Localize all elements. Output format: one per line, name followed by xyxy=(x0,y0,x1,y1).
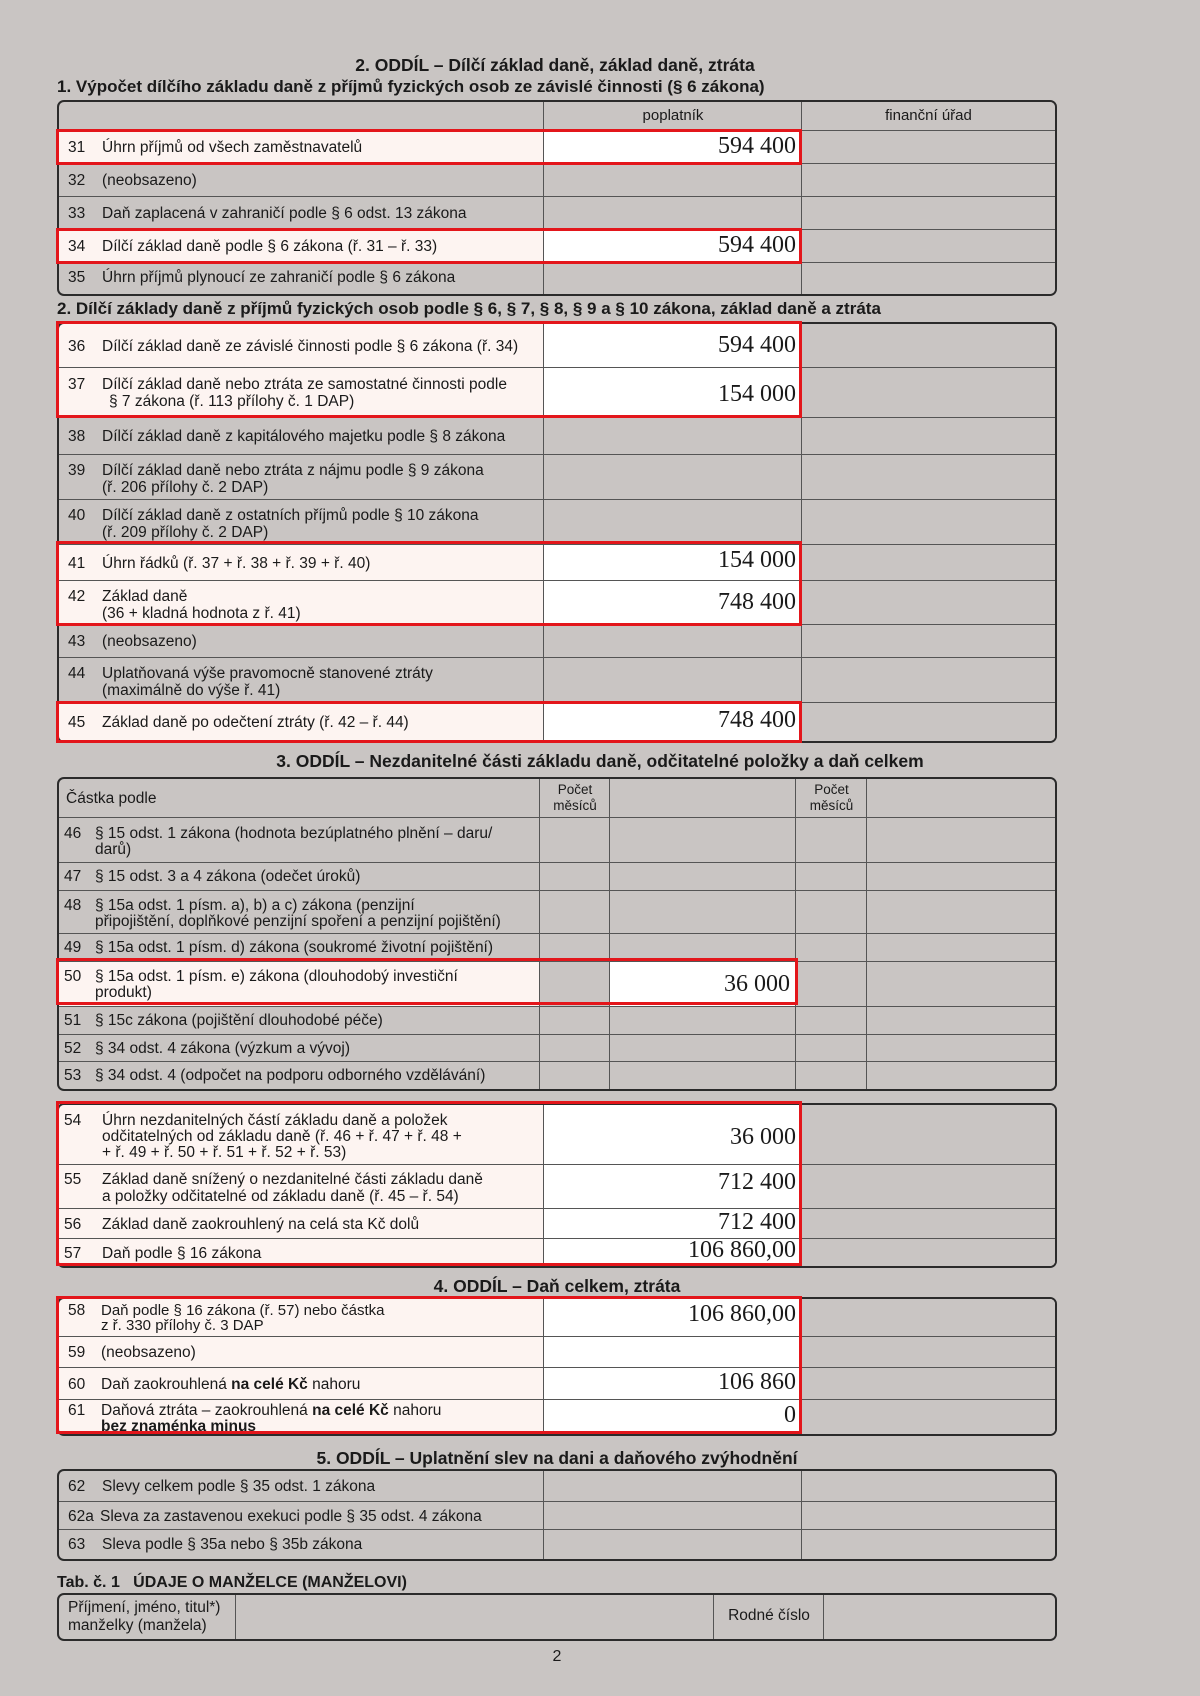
input-55[interactable]: 712 400 xyxy=(543,1165,802,1209)
table-2 xyxy=(57,322,1057,743)
row-62a: 62a Sleva za zastavenou exekuci podle § 35 odst. 4 zákona xyxy=(59,1501,1055,1530)
table-3 xyxy=(57,777,1057,1091)
birth-number-input[interactable] xyxy=(823,1595,1055,1639)
input-48[interactable] xyxy=(609,891,796,934)
input-37[interactable]: 154 000 xyxy=(543,368,802,418)
row-34: 34 Dílčí základ daně podle § 6 zákona (ř. 31 – ř. 33) 594 400 xyxy=(59,229,1055,263)
input-31[interactable]: 594 400 xyxy=(543,131,802,164)
input-39[interactable] xyxy=(543,455,802,500)
input-34[interactable]: 594 400 xyxy=(543,230,802,263)
input-62[interactable] xyxy=(543,1471,802,1501)
row-40: 40 Dílčí základ daně z ostatních příjmů podle § 10 zákona (ř. 209 přílohy č. 2 DAP) xyxy=(59,499,1055,545)
section-2-title: 2. ODDÍL – Dílčí základ daně, základ daně, ztráta xyxy=(355,55,755,75)
row-52: 52 § 34 odst. 4 zákona (výzkum a vývoj) xyxy=(59,1034,1055,1062)
input-42[interactable]: 748 400 xyxy=(543,581,802,625)
hdr-amount: Částka podle xyxy=(66,790,157,807)
input-38[interactable] xyxy=(543,418,802,455)
input-46[interactable] xyxy=(609,818,796,863)
input-54[interactable]: 36 000 xyxy=(543,1105,802,1164)
spouse-name-input[interactable] xyxy=(235,1595,714,1639)
row-32: 32 (neobsazeno) xyxy=(59,163,1055,197)
row-41: 41 Úhrn řádků (ř. 37 + ř. 38 + ř. 39 + ř. 40) 154 000 xyxy=(59,544,1055,581)
input-43[interactable] xyxy=(543,625,802,658)
row-58: 58 Daň podle § 16 zákona (ř. 57) nebo částka z ř. 330 přílohy č. 3 DAP 106 860,00 xyxy=(59,1299,1055,1336)
input-45[interactable]: 748 400 xyxy=(543,703,802,742)
input-61[interactable]: 0 xyxy=(543,1400,802,1435)
row-48: 48 § 15a odst. 1 písm. a), b) a c) zákona (penzijní připojištění, doplňkové penzijní spoření a penzijní pojištění) xyxy=(59,890,1055,934)
row-37: 37 Dílčí základ daně nebo ztráta ze samostatné činnosti podle § 7 zákona (ř. 113 přílohy č. 1 DAP) 154 000 xyxy=(59,367,1055,418)
row-54: 54 Úhrn nezdanitelných částí základu daně a položek odčitatelných od základu daně (ř. 46 + ř. 47 + ř. 48 + + ř. 49 + ř. 50 + ř. 51 + ř. 52 + ř. 53) 36 000 xyxy=(59,1105,1055,1164)
input-50[interactable]: 36 000 xyxy=(609,962,796,1007)
table-5 xyxy=(57,1469,1057,1561)
input-47[interactable] xyxy=(609,863,796,891)
input-49[interactable] xyxy=(609,934,796,962)
input-52[interactable] xyxy=(609,1035,796,1062)
row-59: 59 (neobsazeno) xyxy=(59,1336,1055,1368)
row-56: 56 Základ daně zaokrouhlený na celá sta Kč dolů 712 400 xyxy=(59,1208,1055,1239)
row-62: 62 Slevy celkem podle § 35 odst. 1 zákona xyxy=(59,1471,1055,1501)
row-63: 63 Sleva podle § 35a nebo § 35b zákona xyxy=(59,1529,1055,1560)
input-62a[interactable] xyxy=(543,1502,802,1530)
spouse-name-label: Příjmení, jméno, titul*) xyxy=(68,1599,221,1616)
input-59[interactable] xyxy=(543,1337,802,1368)
col-taxpayer: poplatník xyxy=(642,107,704,124)
row-42: 42 Základ daně (36 + kladná hodnota z ř. 41) 748 400 xyxy=(59,580,1055,625)
row-45: 45 Základ daně po odečtení ztráty (ř. 42 – ř. 44) 748 400 xyxy=(59,702,1055,742)
birth-number-label: Rodné číslo xyxy=(728,1607,810,1624)
col-office: finanční úřad xyxy=(885,107,972,124)
table-spouse: Příjmení, jméno, titul*) manželky (manžela) Rodné číslo xyxy=(57,1593,1057,1641)
input-36[interactable]: 594 400 xyxy=(543,324,802,367)
row-33: 33 Daň zaplacená v zahraničí podle § 6 odst. 13 zákona xyxy=(59,196,1055,230)
table-3-header: Částka podle Počet měsíců Počet měsíců xyxy=(59,779,1055,817)
row-38: 38 Dílčí základ daně z kapitálového majetku podle § 8 zákona xyxy=(59,417,1055,455)
page-number: 2 xyxy=(552,1648,562,1665)
row-61: 61 Daňová ztráta – zaokrouhlená na celé Kč nahoru bez znaménka minus 0 xyxy=(59,1399,1055,1435)
row-51: 51 § 15c zákona (pojištění dlouhodobé péče) xyxy=(59,1006,1055,1035)
input-41[interactable]: 154 000 xyxy=(543,545,802,581)
section-5-title: 5. ODDÍL – Uplatnění slev na dani a daňového zvýhodnění xyxy=(316,1448,798,1468)
tab-1-title: Tab. č. 1 ÚDAJE O MANŽELCE (MANŽELOVI) xyxy=(57,1574,407,1591)
input-57[interactable]: 106 860,00 xyxy=(543,1239,802,1267)
input-51[interactable] xyxy=(609,1007,796,1035)
input-35[interactable] xyxy=(543,263,802,295)
row-49: 49 § 15a odst. 1 písm. d) zákona (soukromé životní pojištění) xyxy=(59,933,1055,962)
subsection-1-title: 1. Výpočet dílčího základu daně z příjmů fyzických osob ze závislé činnosti (§ 6 zákona) xyxy=(57,77,765,96)
input-60[interactable]: 106 860 xyxy=(543,1368,802,1400)
section-4-title: 4. ODDÍL – Daň celkem, ztráta xyxy=(433,1276,681,1296)
row-46: 46 § 15 odst. 1 zákona (hodnota bezúplatného plnění – daru/ darů) xyxy=(59,817,1055,863)
row-53: 53 § 34 odst. 4 (odpočet na podporu odborného vzdělávání) xyxy=(59,1061,1055,1090)
row-57: 57 Daň podle § 16 zákona 106 860,00 xyxy=(59,1238,1055,1267)
input-33[interactable] xyxy=(543,197,802,230)
subsection-2-title: 2. Dílčí základy daně z příjmů fyzických osob podle § 6, § 7, § 8, § 9 a § 10 zákona, základ daně a ztráta xyxy=(57,299,881,318)
row-44: 44 Uplatňovaná výše pravomocně stanovené ztráty (maximálně do výše ř. 41) xyxy=(59,657,1055,703)
row-39: 39 Dílčí základ daně nebo ztráta z nájmu podle § 9 zákona (ř. 206 přílohy č. 2 DAP) xyxy=(59,454,1055,500)
row-35: 35 Úhrn příjmů plynoucí ze zahraničí podle § 6 zákona xyxy=(59,262,1055,295)
row-55: 55 Základ daně snížený o nezdanitelné části základu daně a položky odčitatelné od základu daně (ř. 45 – ř. 54) 712 400 xyxy=(59,1164,1055,1209)
row-31: 31 Úhrn příjmů od všech zaměstnavatelů 594 400 xyxy=(59,130,1055,164)
row-47: 47 § 15 odst. 3 a 4 zákona (odečet úroků) xyxy=(59,862,1055,891)
table-1 xyxy=(57,100,1057,296)
input-63[interactable] xyxy=(543,1530,802,1560)
input-40[interactable] xyxy=(543,500,802,545)
table-4 xyxy=(57,1297,1057,1436)
row-50: 50 § 15a odst. 1 písm. e) zákona (dlouhodobý investiční produkt) 36 000 xyxy=(59,961,1055,1007)
table-3b xyxy=(57,1103,1057,1268)
input-58[interactable]: 106 860,00 xyxy=(543,1299,802,1336)
input-53[interactable] xyxy=(609,1062,796,1090)
row-43: 43 (neobsazeno) xyxy=(59,624,1055,658)
row-60: 60 Daň zaokrouhlená na celé Kč nahoru 106 860 xyxy=(59,1367,1055,1400)
input-44[interactable] xyxy=(543,658,802,703)
section-3-title: 3. ODDÍL – Nezdanitelné části základu daně, odčitatelné položky a daň celkem xyxy=(276,751,924,771)
input-32[interactable] xyxy=(543,164,802,197)
input-56[interactable]: 712 400 xyxy=(543,1209,802,1239)
row-36: 36 Dílčí základ daně ze závislé činnosti podle § 6 zákona (ř. 34) 594 400 xyxy=(59,324,1055,367)
table-header xyxy=(59,102,1055,130)
